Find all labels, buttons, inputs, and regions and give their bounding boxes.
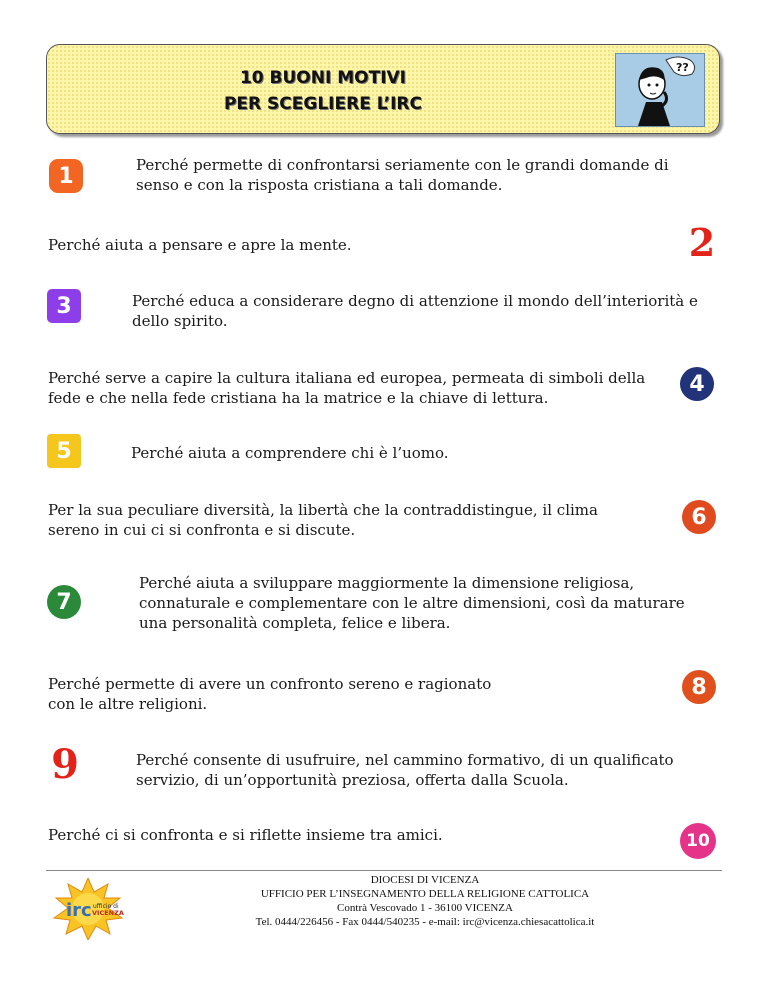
reason-3-text: Perché educa a considerare degno di attenzione il mondo dell’interiorità e dello spirito. <box>132 292 698 330</box>
number-badge-10: 10 <box>680 823 716 859</box>
thinking-person-icon <box>616 54 704 126</box>
number-badge-8: 8 <box>682 670 716 704</box>
number-badge-5: 5 <box>47 434 81 468</box>
reason-5-text: Perché aiuta a comprendere chi è l’uomo. <box>131 444 449 462</box>
reason-6-text: Per la sua peculiare diversità, la libertà che la contraddistingue, il clima sereno in cui ci si confronta e si discute. <box>48 501 598 539</box>
number-badge-2: 2 <box>688 219 716 265</box>
reason-10-text: Perché ci si confronta e si riflette insieme tra amici. <box>48 826 443 844</box>
number-badge-3: 3 <box>47 289 81 323</box>
logo-small-2: VICENZA <box>92 909 124 917</box>
sun-logo-icon <box>46 878 130 940</box>
irc-vicenza-logo <box>46 878 130 940</box>
logo-letters: irc <box>66 900 92 921</box>
footer-contact <box>200 873 650 929</box>
number-badge-4: 4 <box>680 367 714 401</box>
page-title <box>47 65 599 117</box>
title-line-2: PER SCEGLIERE L’IRC <box>223 94 423 114</box>
reason-4-text: Perché serve a capire la cultura italiana ed europea, permeata di simboli della fede e che nella fede cristiana ha la matrice e la chiave di lettura. <box>48 369 646 407</box>
footer-line-3: Contrà Vescovado 1 - 36100 VICENZA <box>337 902 513 914</box>
title-line-1: 10 BUONI MOTIVI <box>239 68 407 88</box>
logo-small-1: ufficio di <box>93 903 119 910</box>
title-banner <box>46 44 720 134</box>
number-badge-7: 7 <box>47 585 81 619</box>
number-badge-6: 6 <box>682 500 716 534</box>
reason-1-text: Perché permette di confrontarsi seriamente con le grandi domande di senso e con la risposta cristiana a tali domande. <box>136 156 669 194</box>
number-badge-1: 1 <box>49 159 83 193</box>
footer-line-4: Tel. 0444/226456 - Fax 0444/540235 - e-mail: irc@vicenza.chiesacattolica.it <box>255 916 595 928</box>
question-marks: ?? <box>676 61 689 74</box>
reason-9-text: Perché consente di usufruire, nel cammino formativo, di un qualificato servizio, di un’opportunità preziosa, offerta dalla Scuola. <box>136 751 674 789</box>
reason-8-text: Perché permette di avere un confronto sereno e ragionato con le altre religioni. <box>48 675 492 713</box>
reason-2-text: Perché aiuta a pensare e apre la mente. <box>48 236 352 254</box>
reason-7-text: Perché aiuta a sviluppare maggiormente la dimensione religiosa, connaturale e complementare con le altre dimensioni, così da maturare una personalità completa, felice e libera. <box>139 574 685 632</box>
footer-divider <box>46 870 722 871</box>
footer-line-2: UFFICIO PER L’INSEGNAMENTO DELLA RELIGIONE CATTOLICA <box>260 888 590 900</box>
number-badge-9: 9 <box>51 740 79 788</box>
thinking-person-illustration <box>615 53 705 127</box>
footer-line-1: DIOCESI DI VICENZA <box>370 874 480 886</box>
